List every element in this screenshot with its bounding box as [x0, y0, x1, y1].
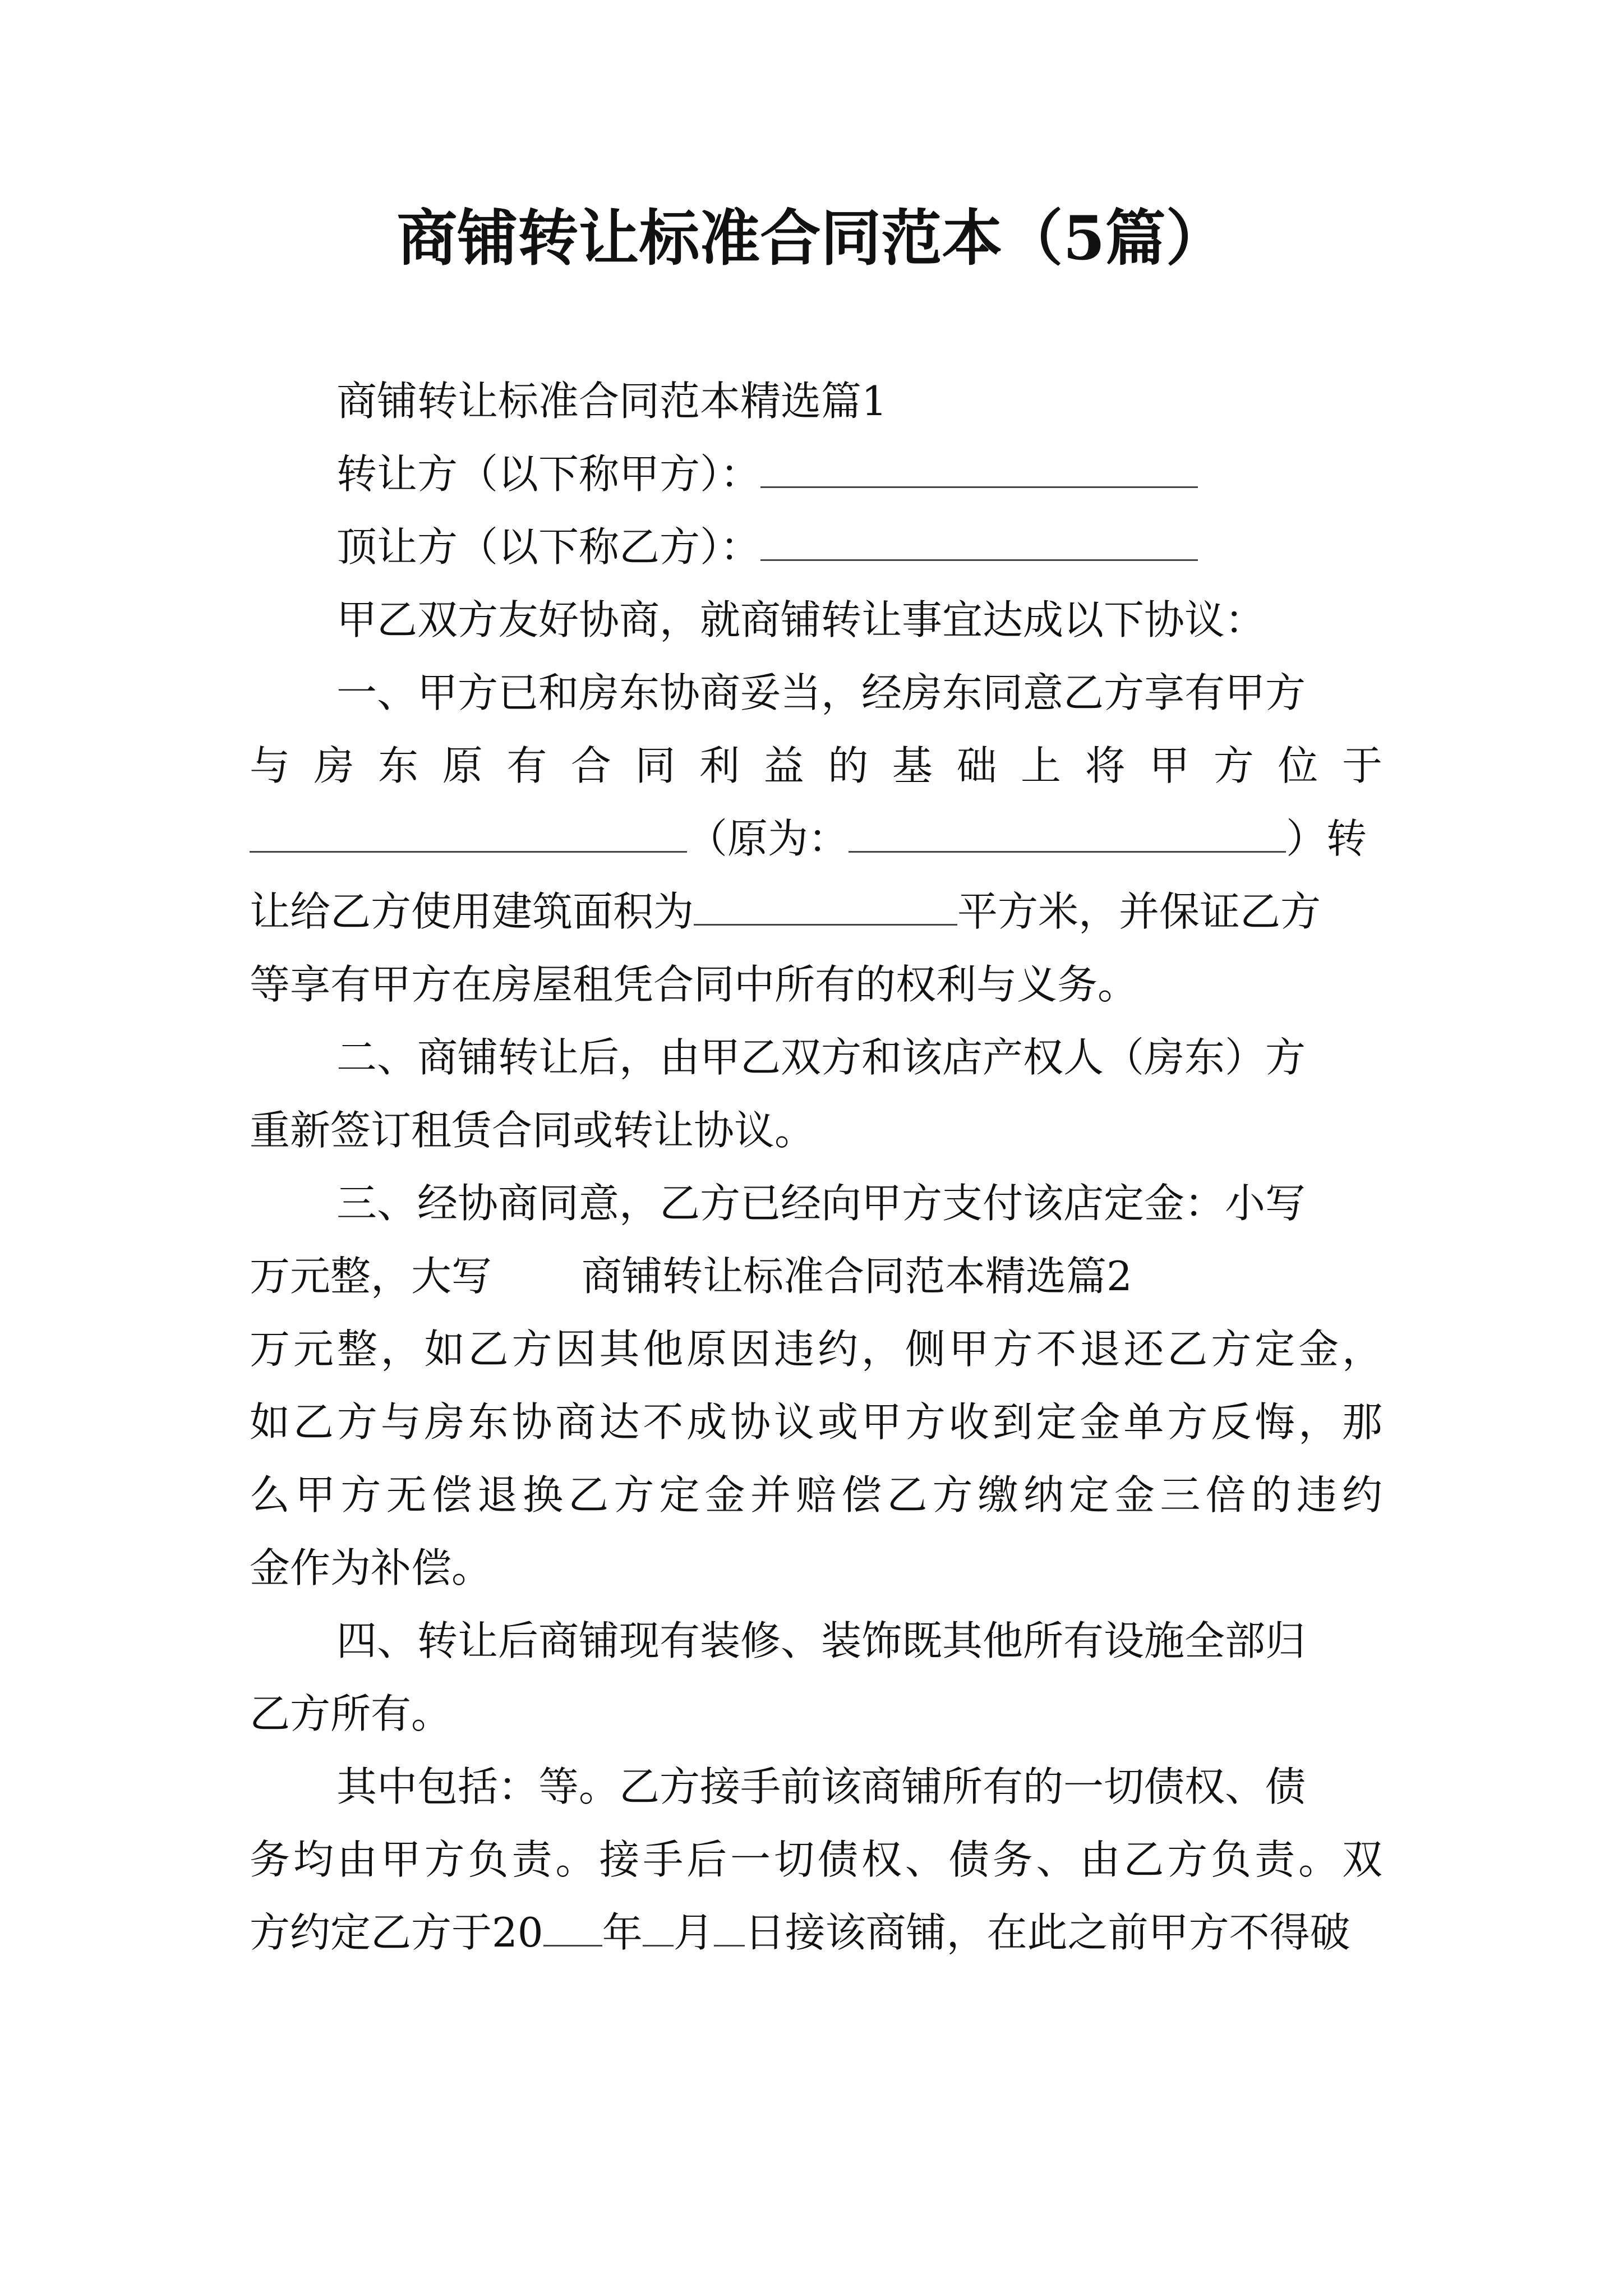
paragraph-clause-1-line-1: 一、甲方已和房东协商妥当，经房东同意乙方享有甲方: [336, 669, 1306, 716]
paragraph-items-line-2: 务均由甲方负责。接手后一切债权、债务、由乙方负责。双: [250, 1836, 1382, 1883]
paragraph-clause-4-line-1: 四、转让后商铺现有装修、装饰既其他所有设施全部归: [336, 1617, 1306, 1664]
paragraph-clause-1-line-5: 等享有甲方在房屋租凭合同中所有的权利与义务。: [250, 961, 1138, 1008]
paragraph-clause-3-line-3: 万元整，如乙方因其他原因违约，侧甲方不退还乙方定金，: [250, 1326, 1382, 1373]
section-heading-2: 商铺转让标准合同范本精选篇2: [582, 1253, 1132, 1300]
area-blank: [694, 885, 957, 926]
paragraph-intro: 甲乙双方友好协商，就商铺转让事宜达成以下协议：: [336, 596, 1266, 643]
paragraph-clause-3-line-4: 如乙方与房东协商达不成协议或甲方收到定金单方反悔，那: [250, 1398, 1382, 1446]
paragraph-clause-2-line-1: 二、商铺转让后，由甲乙双方和该店产权人（房东）方: [336, 1034, 1306, 1081]
location-blank: [250, 812, 687, 853]
day-blank: [714, 1906, 745, 1947]
year-blank: [543, 1906, 602, 1947]
paragraph-clause-3-line-1: 三、经协商同意，乙方已经向甲方支付该店定金：小写: [336, 1180, 1306, 1227]
month-blank: [643, 1906, 674, 1947]
document-title: 商铺转让标准合同范本（5篇）: [396, 203, 1227, 274]
paragraph-clause-1-line-4: 让给乙方使用建筑面积为 平方米，并保证乙方: [250, 884, 1382, 940]
paragraph-clause-3-line-2: 万元整，大写 商铺转让标准合同范本精选篇2: [250, 1253, 1132, 1300]
paragraph-clause-3-line-6: 金作为补偿。: [250, 1544, 492, 1591]
transferee-line: 顶让方（以下称乙方）：: [336, 519, 1382, 575]
paragraph-clause-1-line-2: 与房东原有合同利益的基础上将甲方位于: [250, 742, 1382, 789]
paragraph-clause-3-line-5: 么甲方无偿退换乙方定金并赔偿乙方缴纳定金三倍的违约: [250, 1471, 1382, 1519]
transferor-line: 转让方（以下称甲方）：: [336, 446, 1382, 502]
paragraph-items-line-1: 其中包括：等。乙方接手前该商铺所有的一切债权、债: [336, 1763, 1306, 1810]
transferee-blank: [760, 520, 1198, 561]
original-use-blank: [849, 812, 1286, 853]
paragraph-clause-4-line-2: 乙方所有。: [250, 1690, 452, 1737]
section-heading-1: 商铺转让标准合同范本精选篇1: [336, 378, 887, 425]
paragraph-clause-2-line-2: 重新签订租赁合同或转让协议。: [250, 1107, 815, 1154]
paragraph-clause-1-line-3: （原为： ）转: [250, 811, 1382, 867]
paragraph-items-line-3: 方约定乙方于20 年 月 日接该商铺，在此之前甲方不得破: [250, 1904, 1382, 1961]
transferor-blank: [760, 447, 1198, 488]
